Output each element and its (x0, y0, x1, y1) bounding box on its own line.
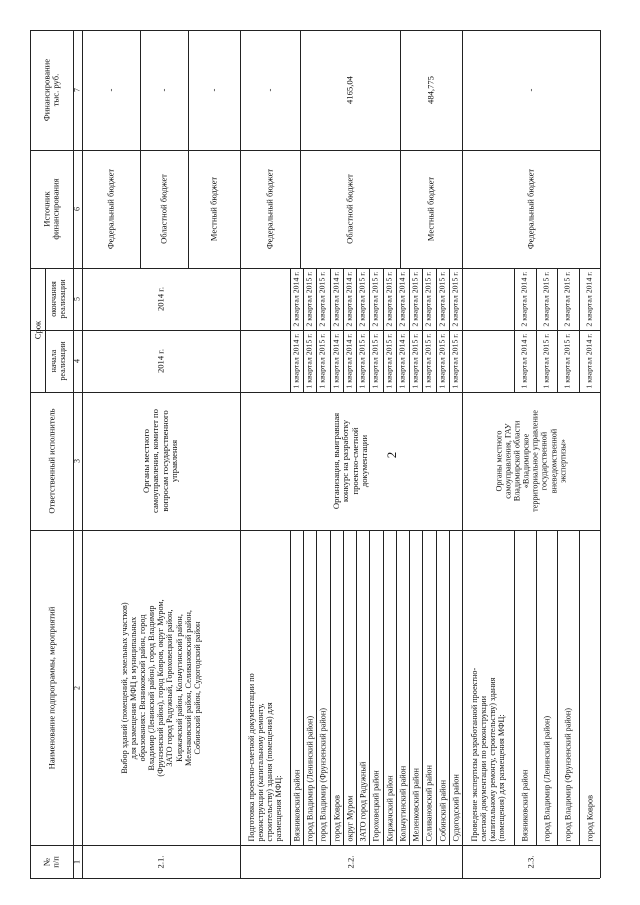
section-2-2-source-3: Местный бюджет (425, 176, 436, 242)
section-2-1-funding-1: - (105, 88, 116, 92)
section-2-2-item-start: 1 квартал 2015 г. (304, 333, 314, 389)
section-2-2-item-end: 2 квартал 2014 г. (397, 271, 407, 327)
section-2-1-source-2: Областной бюджет (158, 174, 169, 244)
column-number-1: 1 (72, 859, 82, 864)
section-2-2-item-name: город Владимир (Фрунзенский район) (317, 707, 327, 841)
section-2-3-item-start: 1 квартал 2015 г. (541, 333, 551, 389)
header-num: № п/п (41, 855, 61, 868)
column-number-6: 6 (72, 207, 82, 211)
section-2-2-item-start: 1 квартал 2015 г. (317, 333, 327, 389)
section-2-2-item-end: 2 квартал 2015 г. (437, 271, 447, 327)
section-2-3-item-end: 2 квартал 2015 г. (562, 271, 572, 327)
section-2-2-item-end: 2 квартал 2014 г. (344, 271, 354, 327)
section-2-3-item-end: 2 квартал 2014 г. (519, 271, 529, 327)
header-term: Срок (31, 320, 42, 340)
column-number-2: 2 (72, 685, 82, 690)
header-term-end: окончания реализации (49, 279, 67, 319)
table-border-bottom (30, 878, 600, 879)
section-2-3-item-start: 1 квартал 2014 г. (584, 333, 594, 389)
section-2-3-source-1: Федеральный бюджет (525, 168, 536, 250)
section-2-2-item-start: 1 квартал 2015 г. (437, 333, 447, 389)
section-2-1-responsible: Органы местного самоуправления, комитет по вопросам государственного управления (141, 409, 180, 513)
section-2-3-item-name: город Ковров (585, 794, 595, 841)
section-2-2-item-end: 2 квартал 2015 г. (423, 271, 433, 327)
section-2-2-item-name: Меленковский район (410, 767, 420, 841)
section-2-2-funding-1: - (264, 88, 275, 92)
section-2-1-num: 2.1. (155, 855, 166, 868)
section-2-3-name: Проведение экспертизы разработанной проектно- сметной документации по реконструкции (капитальному ремонту, строительству) здания (помещения) для размещения МФЦ: (469, 667, 507, 841)
section-2-3-item-end: 2 квартал 2015 г. (541, 271, 551, 327)
column-number-5: 5 (72, 297, 82, 301)
section-2-2-item-name: Судогодский район (450, 773, 460, 841)
section-2-2-funding-3: 484,775 (425, 76, 436, 104)
section-2-2-item-name: город Владимир (Ленинский район) (304, 715, 314, 841)
section-2-1-end: 2014 г. (155, 286, 166, 312)
section-2-2-item-start: 1 квартал 2015 г. (357, 333, 367, 389)
header-funding: Финансирование тыс. руб. (41, 58, 61, 122)
section-2-2-item-name: Кольчугинский район (397, 765, 407, 841)
header-source: Источник финансирования (41, 178, 61, 240)
section-2-2-item-end: 2 квартал 2015 г. (357, 271, 367, 327)
section-2-2-item-end: 2 квартал 2015 г. (450, 271, 460, 327)
section-2-2-item-start: 1 квартал 2014 г. (291, 333, 301, 389)
header-term-start: начала реализации (49, 341, 67, 381)
section-2-3-responsible: Органы местного самоуправления, ГАУ Владимирской области «Владимирское территориальное управление государственной вневедомственной экспертизы» (494, 410, 568, 512)
section-2-2-num: 2.2. (345, 855, 356, 868)
section-2-1-source-3: Местный бюджет (208, 176, 219, 242)
section-2-2-item-end: 2 квартал 2014 г. (291, 271, 301, 327)
section-2-2-item-start: 1 квартал 2015 г. (384, 333, 394, 389)
section-2-2-item-name: Киржачский район (384, 774, 394, 841)
section-2-1-funding-2: - (158, 88, 169, 92)
section-2-3-item-end: 2 квартал 2014 г. (584, 271, 594, 327)
section-2-3-item-name: город Владимир (Фрунзенский район) (563, 707, 573, 841)
section-2-2-item-end: 2 квартал 2015 г. (317, 271, 327, 327)
section-2-2-item-end: 2 квартал 2014 г. (331, 271, 341, 327)
section-2-2-funding-2: 4165,04 (344, 76, 355, 104)
header-name: Наименование подпрограммы, мероприятий (45, 606, 56, 769)
section-2-2-item-end: 2 квартал 2015 г. (370, 271, 380, 327)
section-2-2-item-end: 2 квартал 2015 г. (304, 271, 314, 327)
section-2-1-name: Выбор зданий (помещений, земельных участков) для размещения МФЦ в муниципальных образованиях: Вязниковский район, город Владимир (Ленинский район), город Владимир (Фрунзенский район), город Ковров, округ Муром, ЗАТО город Радужный, Гороховецкий район, Киржачский район, Кольчугинский район, Меленковский район, Селивановский район, Собинский район, Судогодский район (120, 598, 202, 777)
section-2-3-item-start: 1 квартал 2015 г. (562, 333, 572, 389)
header-responsible: Ответственный исполнитель (45, 408, 56, 514)
section-2-3-item-name: город Владимир (Ленинский район) (542, 715, 552, 841)
section-2-2-item-start: 1 квартал 2015 г. (450, 333, 460, 389)
section-2-2-item-name: округ Муром (344, 795, 354, 841)
section-2-2-item-start: 1 квартал 2014 г. (397, 333, 407, 389)
section-2-2-item-end: 2 квартал 2015 г. (384, 271, 394, 327)
section-2-3-num: 2.3. (525, 855, 536, 868)
section-2-2-item-name: Гороховецкий район (370, 769, 380, 841)
section-2-2-item-end: 2 квартал 2015 г. (410, 271, 420, 327)
section-2-2-item-start: 1 квартал 2014 г. (344, 333, 354, 389)
section-2-3-item-start: 1 квартал 2014 г. (519, 333, 529, 389)
section-2-2-source-2: Областной бюджет (344, 174, 355, 244)
column-number-4: 4 (72, 359, 82, 363)
section-2-2-responsible: Организация, выигравшая конкурс на разработку проектно-сметной документации (331, 412, 370, 510)
section-2-2-name: Подготовка проектно-сметной документации по реконструкции (капитальному ремонту, строительству) здания (помещения) для размещения МФЦ: (246, 672, 284, 841)
section-2-2-item-name: Собинский район (437, 779, 447, 841)
section-2-2-item-start: 1 квартал 2014 г. (331, 333, 341, 389)
section-2-2-source-1: Федеральный бюджет (264, 168, 275, 250)
section-2-1-source-1: Федеральный бюджет (105, 168, 116, 250)
page-number: 2 (384, 451, 399, 459)
section-2-3-funding-1: - (525, 88, 536, 92)
section-2-2-item-name: Вязниковский район (291, 769, 301, 841)
section-2-1-start: 2014 г. (155, 348, 166, 374)
section-2-2-item-start: 1 квартал 2015 г. (370, 333, 380, 389)
section-2-2-item-start: 1 квартал 2015 г. (423, 333, 433, 389)
section-2-2-item-name: ЗАТО город Радужный (357, 761, 367, 841)
section-2-2-item-name: город Ковров (331, 794, 341, 841)
section-2-2-item-start: 1 квартал 2015 г. (410, 333, 420, 389)
section-2-3-item-name: Вязниковский район (520, 769, 530, 841)
section-2-2-item-name: Селивановский район (423, 764, 433, 841)
section-2-1-funding-3: - (208, 88, 219, 92)
column-number-3: 3 (72, 459, 82, 463)
column-number-7: 7 (72, 88, 82, 92)
